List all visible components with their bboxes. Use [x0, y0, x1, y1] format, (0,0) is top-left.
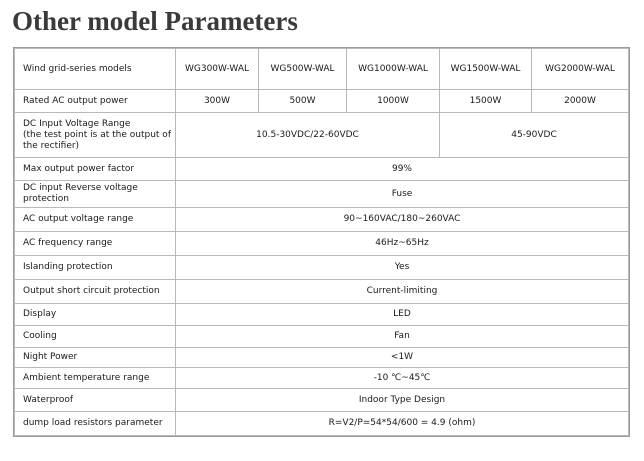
rated-power-value: 2000W — [532, 90, 628, 112]
spec-row — [15, 368, 628, 388]
dc-input-value-high: 45-90VDC — [440, 113, 628, 157]
spec-value: -10 ℃~45℃ — [176, 368, 628, 388]
spec-value: LED — [176, 304, 628, 325]
spec-label: dump load resistors parameter — [15, 412, 175, 435]
spec-row — [15, 412, 628, 435]
rated-power-value: 300W — [176, 90, 258, 112]
spec-label: Night Power — [15, 348, 175, 367]
dc-input-label — [15, 113, 175, 157]
model-cell: WG1000W-WAL — [347, 49, 439, 89]
spec-value: Yes — [176, 256, 628, 279]
spec-row — [15, 256, 628, 279]
dc-input-row — [15, 113, 628, 157]
spec-row — [15, 208, 628, 231]
spec-row — [15, 389, 628, 411]
spec-label: Output short circuit protection — [15, 280, 175, 303]
model-cell: WG300W-WAL — [176, 49, 258, 89]
rated-power-label: Rated AC output power — [15, 90, 175, 112]
page-title: Other model Parameters — [12, 6, 298, 36]
spec-label: Display — [15, 304, 175, 325]
spec-label: Islanding protection — [15, 256, 175, 279]
spec-row — [15, 232, 628, 255]
spec-label: Max output power factor — [15, 158, 175, 180]
rated-power-row — [15, 90, 628, 112]
spec-row — [15, 348, 628, 367]
spec-value: <1W — [176, 348, 628, 367]
model-cell: WG500W-WAL — [259, 49, 346, 89]
spec-value: 46Hz~65Hz — [176, 232, 628, 255]
spec-label: Cooling — [15, 326, 175, 347]
spec-label: DC input Reverse voltage protection — [15, 181, 175, 207]
spec-value: Current-limiting — [176, 280, 628, 303]
model-cell: WG2000W-WAL — [532, 49, 628, 89]
model-cell: WG1500W-WAL — [440, 49, 531, 89]
spec-value: Indoor Type Design — [176, 389, 628, 411]
spec-row — [15, 280, 628, 303]
dc-input-value-low: 10.5-30VDC/22-60VDC — [176, 113, 439, 157]
spec-row — [15, 181, 628, 207]
dc-input-label-line2: (the test point is at the output of the rectifier) — [23, 129, 171, 151]
spec-row — [15, 304, 628, 325]
spec-row — [15, 158, 628, 180]
spec-value: 90~160VAC/180~260VAC — [176, 208, 628, 231]
spec-value: R=V2/P=54*54/600 = 4.9 (ohm) — [176, 412, 628, 435]
rated-power-value: 1000W — [347, 90, 439, 112]
parameters-table — [13, 47, 630, 437]
spec-label: AC output voltage range — [15, 208, 175, 231]
rated-power-value: 500W — [259, 90, 346, 112]
dc-input-label-line1: DC Input Voltage Range — [23, 118, 131, 129]
spec-value: Fuse — [176, 181, 628, 207]
spec-label: Waterproof — [15, 389, 175, 411]
models-row — [15, 49, 628, 89]
spec-label: AC frequency range — [15, 232, 175, 255]
spec-value: Fan — [176, 326, 628, 347]
rated-power-value: 1500W — [440, 90, 531, 112]
models-label: Wind grid-series models — [15, 49, 175, 89]
spec-value: 99% — [176, 158, 628, 180]
spec-label: Ambient temperature range — [15, 368, 175, 388]
spec-row — [15, 326, 628, 347]
